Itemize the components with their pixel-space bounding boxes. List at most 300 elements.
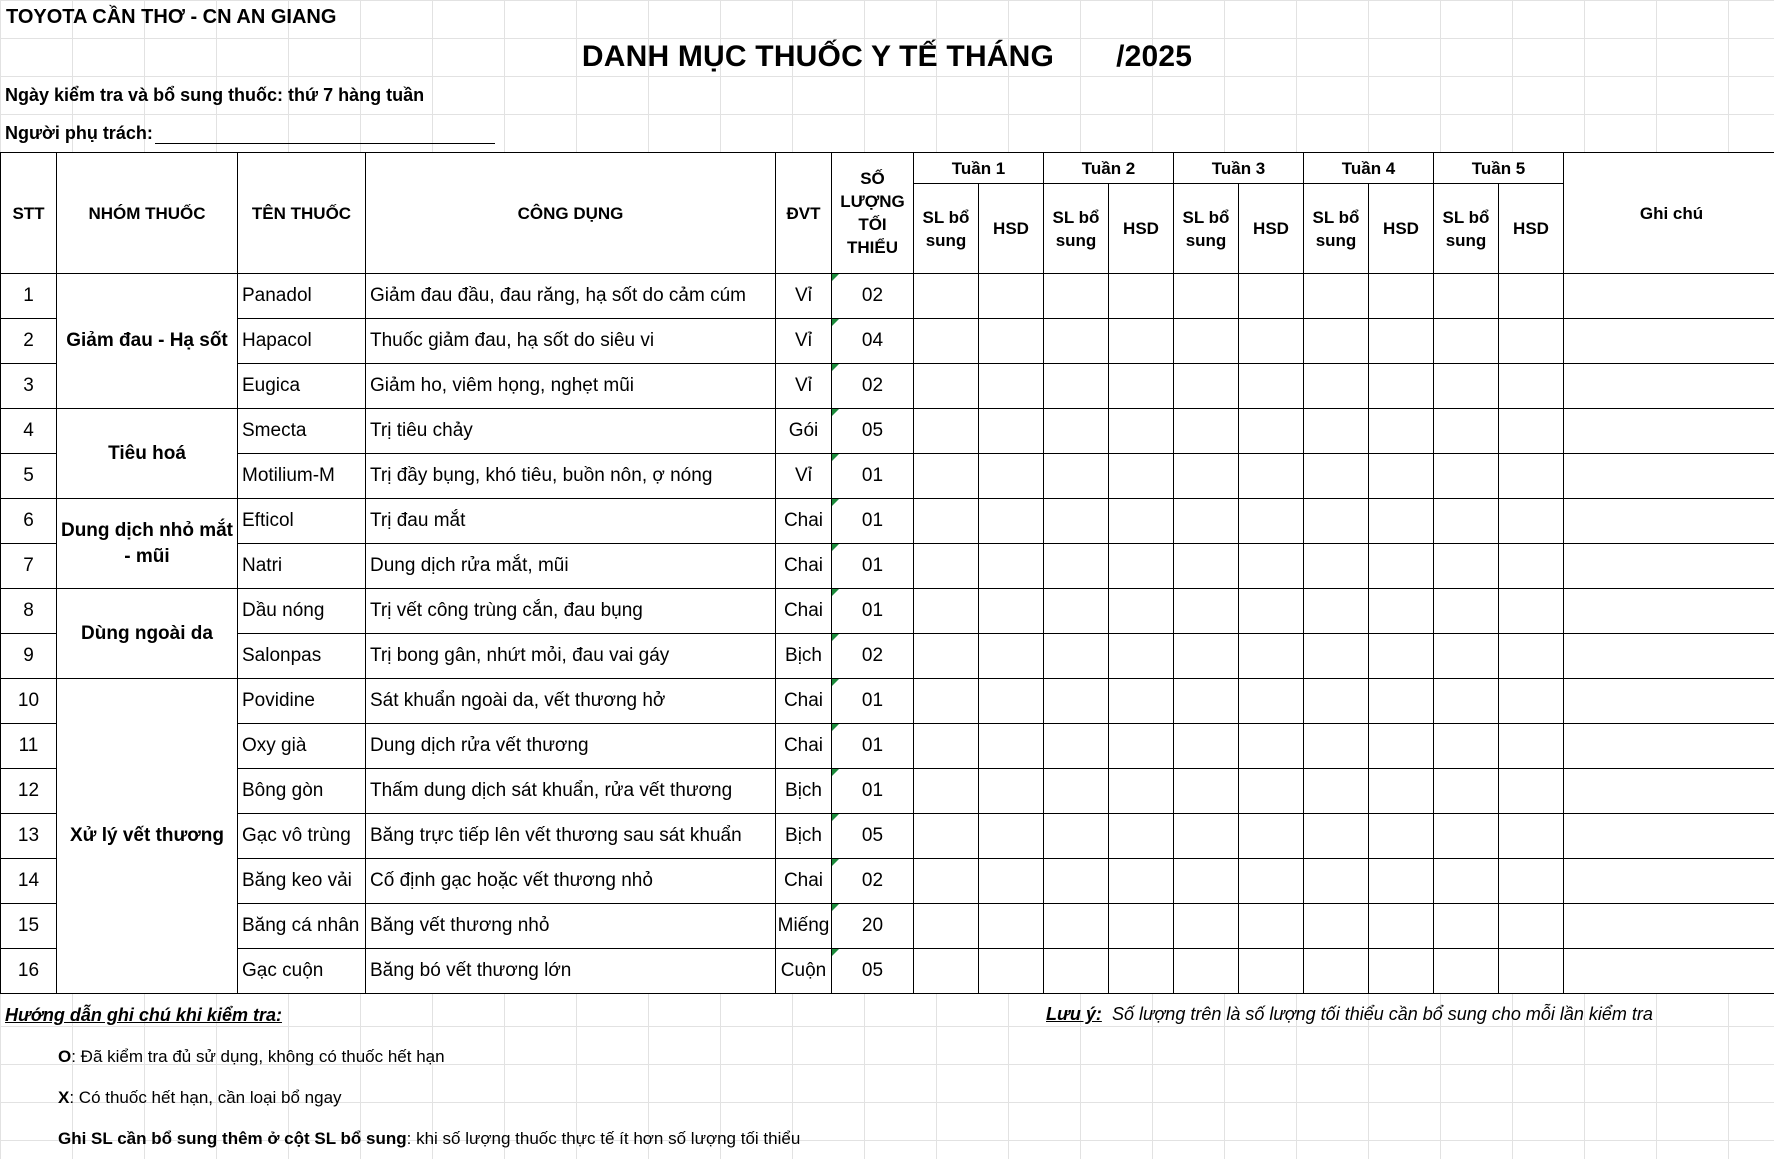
stt-cell: 10 [1,679,57,724]
medicine-name-cell: Gạc vô trùng [238,814,366,859]
sl-bo-sung-cell[interactable] [1174,679,1239,724]
sl-bo-sung-cell[interactable] [1304,454,1369,499]
hsd-cell[interactable] [1239,859,1304,904]
hsd-cell[interactable] [979,274,1044,319]
sl-bo-sung-cell[interactable] [1434,859,1499,904]
sl-bo-sung-cell[interactable] [1304,724,1369,769]
sl-bo-sung-cell[interactable] [1044,949,1109,994]
hsd-cell[interactable] [979,769,1044,814]
min-qty-cell: 05 [832,949,914,994]
sl-bo-sung-cell[interactable] [1304,589,1369,634]
guide-item-o [58,1047,445,1067]
sl-bo-sung-cell[interactable] [1434,544,1499,589]
table-row [1,634,1774,679]
hsd-cell[interactable] [979,814,1044,859]
sl-bo-sung-cell[interactable] [1304,769,1369,814]
unit-cell: Bịch [776,769,832,814]
company-name: TOYOTA CẦN THƠ - CN AN GIANG [6,6,337,28]
sl-bo-sung-cell[interactable] [1304,679,1369,724]
guide-item-sl [58,1129,800,1149]
hsd-cell[interactable] [1499,634,1564,679]
unit-cell: Gói [776,409,832,454]
sl-bo-sung-cell[interactable] [1304,409,1369,454]
min-qty-cell: 02 [832,634,914,679]
person-label: Người phụ trách: [5,123,153,143]
min-qty-cell: 01 [832,454,914,499]
hsd-cell[interactable] [1109,724,1174,769]
sl-bo-sung-cell[interactable] [914,589,979,634]
hsd-cell[interactable] [1239,904,1304,949]
hsd-cell[interactable] [1109,409,1174,454]
hsd-cell[interactable] [979,454,1044,499]
usage-cell: Băng vết thương nhỏ [366,904,776,949]
sl-bo-sung-cell[interactable] [1434,904,1499,949]
table-row [1,589,1774,634]
unit-cell: Chai [776,724,832,769]
sl-bo-sung-cell[interactable] [1174,949,1239,994]
header-unit: ĐVT [776,153,832,274]
hsd-cell[interactable] [1369,319,1434,364]
sl-bo-sung-cell[interactable] [1434,364,1499,409]
hsd-cell[interactable] [1239,814,1304,859]
note-cell[interactable] [1564,589,1774,634]
hsd-cell[interactable] [1109,274,1174,319]
usage-cell: Giảm ho, viêm họng, nghẹt mũi [366,364,776,409]
header-sl-bo-sung: SL bổ sung [1044,184,1109,274]
sl-bo-sung-cell[interactable] [1174,859,1239,904]
hsd-cell[interactable] [1109,949,1174,994]
sl-bo-sung-cell[interactable] [1174,274,1239,319]
hsd-cell[interactable] [1109,634,1174,679]
sl-bo-sung-cell[interactable] [1174,409,1239,454]
min-qty-cell: 20 [832,904,914,949]
stt-cell: 9 [1,634,57,679]
sl-bo-sung-cell[interactable] [1304,319,1369,364]
header-hsd: HSD [1239,184,1304,274]
usage-cell: Băng trực tiếp lên vết thương sau sát khuẩn [366,814,776,859]
medicine-name-cell: Băng keo vải [238,859,366,904]
usage-cell: Thuốc giảm đau, hạ sốt do siêu vi [366,319,776,364]
sl-bo-sung-cell[interactable] [914,319,979,364]
sl-bo-sung-cell[interactable] [1304,544,1369,589]
hsd-cell[interactable] [1109,454,1174,499]
sl-bo-sung-cell[interactable] [1044,814,1109,859]
medicine-name-cell: Hapacol [238,319,366,364]
hsd-cell[interactable] [979,544,1044,589]
note-cell[interactable] [1564,274,1774,319]
header-group: NHÓM THUỐC [57,153,238,274]
person-in-charge [5,123,495,144]
group-cell: Xử lý vết thương [57,679,238,994]
sl-bo-sung-cell[interactable] [1044,904,1109,949]
sl-bo-sung-cell[interactable] [1434,589,1499,634]
hsd-cell[interactable] [1499,499,1564,544]
note-cell[interactable] [1564,634,1774,679]
sl-bo-sung-cell[interactable] [1044,589,1109,634]
hsd-cell[interactable] [1109,544,1174,589]
hsd-cell[interactable] [1369,544,1434,589]
title-main: DANH MỤC THUỐC Y TẾ THÁNG [581,40,1055,73]
hsd-cell[interactable] [1109,859,1174,904]
guide-key: O [58,1047,72,1066]
stt-cell: 15 [1,904,57,949]
hsd-cell[interactable] [1499,769,1564,814]
sl-bo-sung-cell[interactable] [1174,544,1239,589]
sl-bo-sung-cell[interactable] [1174,319,1239,364]
sl-bo-sung-cell[interactable] [1044,364,1109,409]
hsd-cell[interactable] [1239,364,1304,409]
sl-bo-sung-cell[interactable] [1304,904,1369,949]
usage-cell: Thấm dung dịch sát khuẩn, rửa vết thương [366,769,776,814]
min-qty-cell: 05 [832,814,914,859]
usage-cell: Cố định gạc hoặc vết thương nhỏ [366,859,776,904]
header-sl-bo-sung: SL bổ sung [1304,184,1369,274]
unit-cell: Vỉ [776,454,832,499]
hsd-cell[interactable] [1109,679,1174,724]
sl-bo-sung-cell[interactable] [1434,769,1499,814]
signature-line [155,123,495,144]
sl-bo-sung-cell[interactable] [1174,724,1239,769]
note-cell[interactable] [1564,904,1774,949]
medicine-name-cell: Băng cá nhân [238,904,366,949]
min-qty-cell: 01 [832,589,914,634]
medicine-name-cell: Natri [238,544,366,589]
sl-bo-sung-cell[interactable] [914,364,979,409]
sl-bo-sung-cell[interactable] [914,634,979,679]
min-qty-cell: 02 [832,364,914,409]
note-cell[interactable] [1564,409,1774,454]
sl-bo-sung-cell[interactable] [1434,949,1499,994]
group-cell: Dung dịch nhỏ mắt - mũi [57,499,238,589]
header-week-5: Tuần 5 [1434,153,1564,184]
medicine-name-cell: Povidine [238,679,366,724]
sl-bo-sung-cell[interactable] [914,544,979,589]
hsd-cell[interactable] [1239,679,1304,724]
table-row [1,814,1774,859]
hsd-cell[interactable] [1109,814,1174,859]
hsd-cell[interactable] [979,634,1044,679]
guide-text: : Có thuốc hết hạn, cần loại bổ ngay [69,1088,342,1107]
unit-cell: Vỉ [776,364,832,409]
sl-bo-sung-cell[interactable] [1174,904,1239,949]
guide-text: : khi số lượng thuốc thực tế ít hơn số lượng tối thiểu [406,1129,801,1148]
guide-key: Ghi SL cần bổ sung thêm ở cột SL bổ sung [58,1129,407,1148]
stt-cell: 2 [1,319,57,364]
hsd-cell[interactable] [1369,409,1434,454]
usage-cell: Trị tiêu chảy [366,409,776,454]
note-text: Số lượng trên là số lượng tối thiểu cần bổ sung cho mỗi lần kiểm tra [1112,1004,1653,1024]
hsd-cell[interactable] [1369,814,1434,859]
sl-bo-sung-cell[interactable] [1174,589,1239,634]
stt-cell: 3 [1,364,57,409]
stt-cell: 13 [1,814,57,859]
sl-bo-sung-cell[interactable] [1304,859,1369,904]
medicine-name-cell: Eugica [238,364,366,409]
hsd-cell[interactable] [979,409,1044,454]
medicine-table [0,152,1774,994]
header-sl-bo-sung: SL bổ sung [1434,184,1499,274]
title-year: /2025 [1116,40,1193,73]
header-usage: CÔNG DỤNG [366,153,776,274]
guide-item-x [58,1088,342,1108]
table-row [1,319,1774,364]
hsd-cell[interactable] [1499,949,1564,994]
group-cell: Giảm đau - Hạ sốt [57,274,238,409]
hsd-cell[interactable] [1109,589,1174,634]
sl-bo-sung-cell[interactable] [1434,319,1499,364]
sl-bo-sung-cell[interactable] [1304,634,1369,679]
min-qty-cell: 05 [832,409,914,454]
sl-bo-sung-cell[interactable] [1174,769,1239,814]
usage-cell: Dung dịch rửa mắt, mũi [366,544,776,589]
hsd-cell[interactable] [1239,949,1304,994]
hsd-cell[interactable] [979,904,1044,949]
check-schedule: Ngày kiểm tra và bổ sung thuốc: thứ 7 hàng tuần [5,85,425,105]
header-note: Ghi chú [1564,153,1774,274]
medicine-name-cell: Bông gòn [238,769,366,814]
sl-bo-sung-cell[interactable] [1044,634,1109,679]
sl-bo-sung-cell[interactable] [1304,364,1369,409]
sl-bo-sung-cell[interactable] [1434,679,1499,724]
sl-bo-sung-cell[interactable] [1304,949,1369,994]
note-cell[interactable] [1564,364,1774,409]
hsd-cell[interactable] [1499,454,1564,499]
hsd-cell[interactable] [1499,274,1564,319]
note-cell[interactable] [1564,949,1774,994]
min-qty-cell: 02 [832,274,914,319]
sl-bo-sung-cell[interactable] [1044,859,1109,904]
sl-bo-sung-cell[interactable] [1434,454,1499,499]
min-qty-cell: 01 [832,544,914,589]
sl-bo-sung-cell[interactable] [914,724,979,769]
stt-cell: 8 [1,589,57,634]
hsd-cell[interactable] [1109,499,1174,544]
stt-cell: 16 [1,949,57,994]
header-hsd: HSD [1369,184,1434,274]
min-qty-cell: 02 [832,859,914,904]
sl-bo-sung-cell[interactable] [914,949,979,994]
hsd-cell[interactable] [1499,679,1564,724]
hsd-cell[interactable] [979,949,1044,994]
usage-cell: Giảm đau đầu, đau răng, hạ sốt do cảm cúm [366,274,776,319]
usage-cell: Trị vết công trùng cắn, đau bụng [366,589,776,634]
table-row [1,499,1774,544]
hsd-cell[interactable] [1369,634,1434,679]
guide-title: Hướng dẫn ghi chú khi kiểm tra: [5,1005,282,1025]
hsd-cell[interactable] [1369,679,1434,724]
stt-cell: 5 [1,454,57,499]
hsd-cell[interactable] [979,679,1044,724]
header-hsd: HSD [979,184,1044,274]
note-cell[interactable] [1564,499,1774,544]
unit-cell: Cuộn [776,949,832,994]
min-qty-cell: 01 [832,679,914,724]
sl-bo-sung-cell[interactable] [1174,454,1239,499]
note-label: Lưu ý: [1046,1004,1102,1024]
stt-cell: 6 [1,499,57,544]
hsd-cell[interactable] [979,499,1044,544]
sl-bo-sung-cell[interactable] [1174,634,1239,679]
unit-cell: Chai [776,544,832,589]
sl-bo-sung-cell[interactable] [1174,499,1239,544]
hsd-cell[interactable] [1499,409,1564,454]
stt-cell: 11 [1,724,57,769]
sl-bo-sung-cell[interactable] [914,454,979,499]
sl-bo-sung-cell[interactable] [1044,319,1109,364]
hsd-cell[interactable] [1369,589,1434,634]
hsd-cell[interactable] [1369,499,1434,544]
sl-bo-sung-cell[interactable] [914,859,979,904]
hsd-cell[interactable] [1239,454,1304,499]
table-row [1,859,1774,904]
note-cell[interactable] [1564,724,1774,769]
sl-bo-sung-cell[interactable] [1304,814,1369,859]
hsd-cell[interactable] [1109,364,1174,409]
sl-bo-sung-cell[interactable] [1434,274,1499,319]
note-cell[interactable] [1564,454,1774,499]
min-qty-cell: 01 [832,499,914,544]
unit-cell: Chai [776,589,832,634]
hsd-cell[interactable] [1369,769,1434,814]
sl-bo-sung-cell[interactable] [914,274,979,319]
sl-bo-sung-cell[interactable] [1304,499,1369,544]
table-row [1,364,1774,409]
stt-cell: 12 [1,769,57,814]
sl-bo-sung-cell[interactable] [914,409,979,454]
sl-bo-sung-cell[interactable] [914,814,979,859]
hsd-cell[interactable] [1239,499,1304,544]
sl-bo-sung-cell[interactable] [1434,724,1499,769]
sl-bo-sung-cell[interactable] [1044,499,1109,544]
stt-cell: 14 [1,859,57,904]
sl-bo-sung-cell[interactable] [914,904,979,949]
hsd-cell[interactable] [1239,769,1304,814]
medicine-name-cell: Oxy già [238,724,366,769]
medicine-name-cell: Panadol [238,274,366,319]
hsd-cell[interactable] [1499,859,1564,904]
hsd-cell[interactable] [1499,724,1564,769]
hsd-cell[interactable] [1369,904,1434,949]
hsd-cell[interactable] [1369,454,1434,499]
stt-cell: 4 [1,409,57,454]
usage-cell: Trị đầy bụng, khó tiêu, buồn nôn, ợ nóng [366,454,776,499]
sl-bo-sung-cell[interactable] [914,679,979,724]
hsd-cell[interactable] [1239,724,1304,769]
header-sl-bo-sung: SL bổ sung [914,184,979,274]
header-min-qty: SỐ LƯỢNG TỐI THIỂU [832,153,914,274]
hsd-cell[interactable] [1239,634,1304,679]
sl-bo-sung-cell[interactable] [1304,274,1369,319]
hsd-cell[interactable] [979,364,1044,409]
note-cell[interactable] [1564,679,1774,724]
hsd-cell[interactable] [1369,949,1434,994]
medicine-name-cell: Salonpas [238,634,366,679]
guide-key: X [58,1088,70,1107]
note-cell[interactable] [1564,814,1774,859]
hsd-cell[interactable] [1109,769,1174,814]
hsd-cell[interactable] [1369,724,1434,769]
sl-bo-sung-cell[interactable] [1044,679,1109,724]
page-title [0,40,1774,74]
sl-bo-sung-cell[interactable] [1044,274,1109,319]
unit-cell: Chai [776,679,832,724]
note-cell[interactable] [1564,859,1774,904]
sl-bo-sung-cell[interactable] [914,769,979,814]
sl-bo-sung-cell[interactable] [1174,364,1239,409]
table-row [1,769,1774,814]
medicine-name-cell: Efticol [238,499,366,544]
sl-bo-sung-cell[interactable] [1434,814,1499,859]
hsd-cell[interactable] [1499,589,1564,634]
hsd-cell[interactable] [979,319,1044,364]
hsd-cell[interactable] [1109,904,1174,949]
header-week-2: Tuần 2 [1044,153,1174,184]
table-row [1,724,1774,769]
min-qty-cell: 01 [832,769,914,814]
hsd-cell[interactable] [1109,319,1174,364]
note-cell[interactable] [1564,544,1774,589]
hsd-cell[interactable] [1239,589,1304,634]
hsd-cell[interactable] [1499,904,1564,949]
note-cell[interactable] [1564,319,1774,364]
sl-bo-sung-cell[interactable] [1044,769,1109,814]
table-row [1,409,1774,454]
sl-bo-sung-cell[interactable] [1044,544,1109,589]
hsd-cell[interactable] [979,859,1044,904]
sl-bo-sung-cell[interactable] [914,499,979,544]
unit-cell: Bịch [776,634,832,679]
hsd-cell[interactable] [1239,544,1304,589]
unit-cell: Bịch [776,814,832,859]
usage-cell: Trị bong gân, nhứt mỏi, đau vai gáy [366,634,776,679]
sl-bo-sung-cell[interactable] [1044,454,1109,499]
sl-bo-sung-cell[interactable] [1174,814,1239,859]
group-cell: Dùng ngoài da [57,589,238,679]
medicine-name-cell: Smecta [238,409,366,454]
hsd-cell[interactable] [1499,544,1564,589]
sl-bo-sung-cell[interactable] [1434,499,1499,544]
hsd-cell[interactable] [1239,409,1304,454]
hsd-cell[interactable] [1369,364,1434,409]
table-row [1,949,1774,994]
hsd-cell[interactable] [1499,319,1564,364]
hsd-cell[interactable] [1499,364,1564,409]
usage-cell: Băng bó vết thương lớn [366,949,776,994]
header-sl-bo-sung: SL bổ sung [1174,184,1239,274]
unit-cell: Chai [776,499,832,544]
hsd-cell[interactable] [1369,859,1434,904]
guide-text: : Đã kiểm tra đủ sử dụng, không có thuốc hết hạn [71,1047,445,1066]
stt-cell: 1 [1,274,57,319]
usage-cell: Trị đau mắt [366,499,776,544]
sl-bo-sung-cell[interactable] [1044,724,1109,769]
medicine-name-cell: Dầu nóng [238,589,366,634]
unit-cell: Miếng [776,904,832,949]
hsd-cell[interactable] [979,589,1044,634]
hsd-cell[interactable] [1239,319,1304,364]
sl-bo-sung-cell[interactable] [1044,409,1109,454]
hsd-cell[interactable] [1369,274,1434,319]
sl-bo-sung-cell[interactable] [1434,634,1499,679]
table-row [1,544,1774,589]
hsd-cell[interactable] [1239,274,1304,319]
table-row [1,454,1774,499]
hsd-cell[interactable] [979,724,1044,769]
note-cell[interactable] [1564,769,1774,814]
sl-bo-sung-cell[interactable] [1434,409,1499,454]
table-row [1,904,1774,949]
hsd-cell[interactable] [1499,814,1564,859]
